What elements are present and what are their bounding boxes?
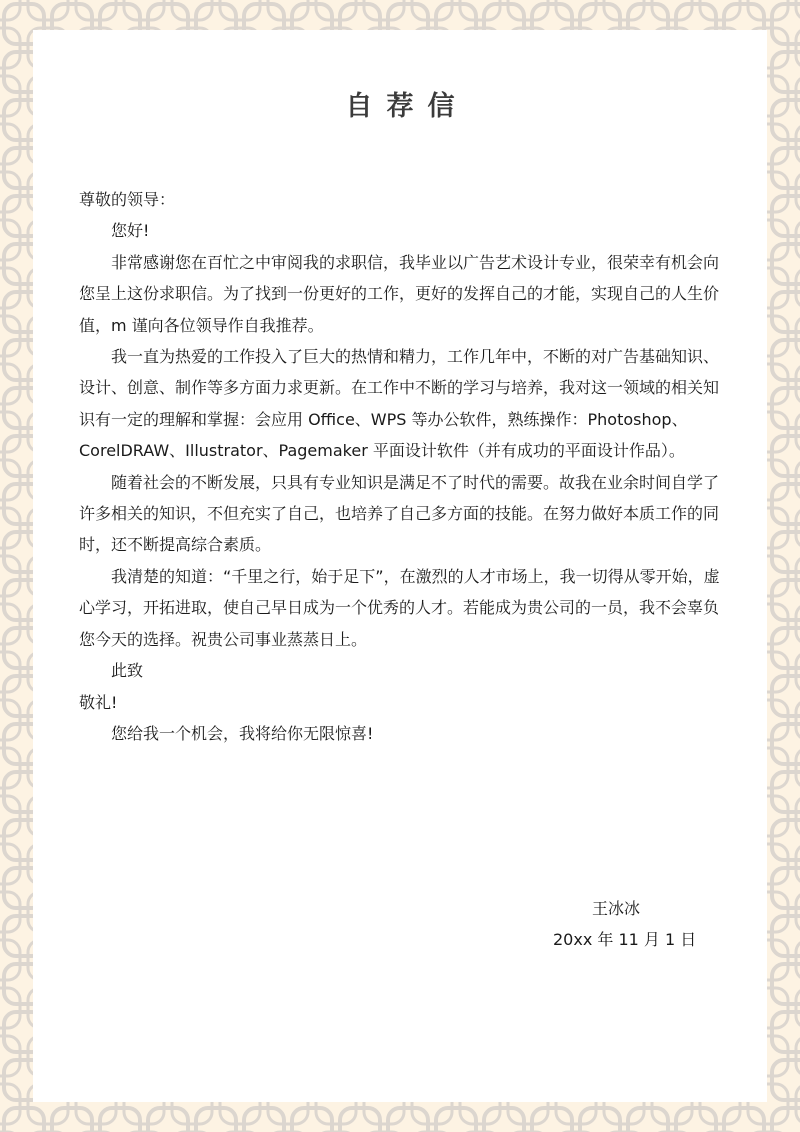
document-title: 自荐信	[345, 91, 469, 122]
postscript: 您给我一个机会，我将给你无限惊喜!	[111, 723, 374, 743]
paragraph-2: 我一直为热爱的工作投入了巨大的热情和精力，工作几年中，不断的对广告基础知识、设计、创意、制作等多方面力求更新。在工作中不断的学习与培养，我对这一领域的相关知识有一定的理解和掌握：会应用 Office、WPS 等办公软件，熟练操作：Photoshop、CorelDRAW、Illustrator、Pagemaker 平面设计软件（并有成功的平面设计作品）。	[79, 347, 720, 461]
signature-date: 20xx 年 11 月 1 日	[553, 930, 697, 949]
signature-name: 王冰冰	[592, 899, 641, 918]
paragraph-4: 我清楚的知道：“千里之行，始于足下”，在激烈的人才市场上，我一切得从零开始，虚心学习，开拓进取，使自己早日成为一个优秀的人才。若能成为贵公司的一员，我不会辜负您今天的选择。祝贵公司事业蒸蒸日上。	[79, 566, 720, 649]
closing: 此致	[111, 661, 144, 681]
regards: 敬礼!	[79, 692, 118, 712]
paragraph-1: 非常感谢您在百忙之中审阅我的求职信，我毕业以广告艺术设计专业，很荣幸有机会向您呈上这份求职信。为了找到一份更好的工作，更好的发挥自己的才能，实现自己的人生价值，m 谨向各位领导作自我推荐。	[79, 252, 720, 335]
salutation: 尊敬的领导：	[79, 190, 176, 209]
paragraph-3: 随着社会的不断发展，只具有专业知识是满足不了时代的需要。故我在业余时间自学了许多相关的知识，不但充实了自己，也培养了自己多方面的技能。在努力做好本质工作的同时，还不断提高综合素质。	[79, 472, 720, 555]
letter-body	[79, 184, 723, 749]
greeting: 您好!	[111, 221, 150, 241]
